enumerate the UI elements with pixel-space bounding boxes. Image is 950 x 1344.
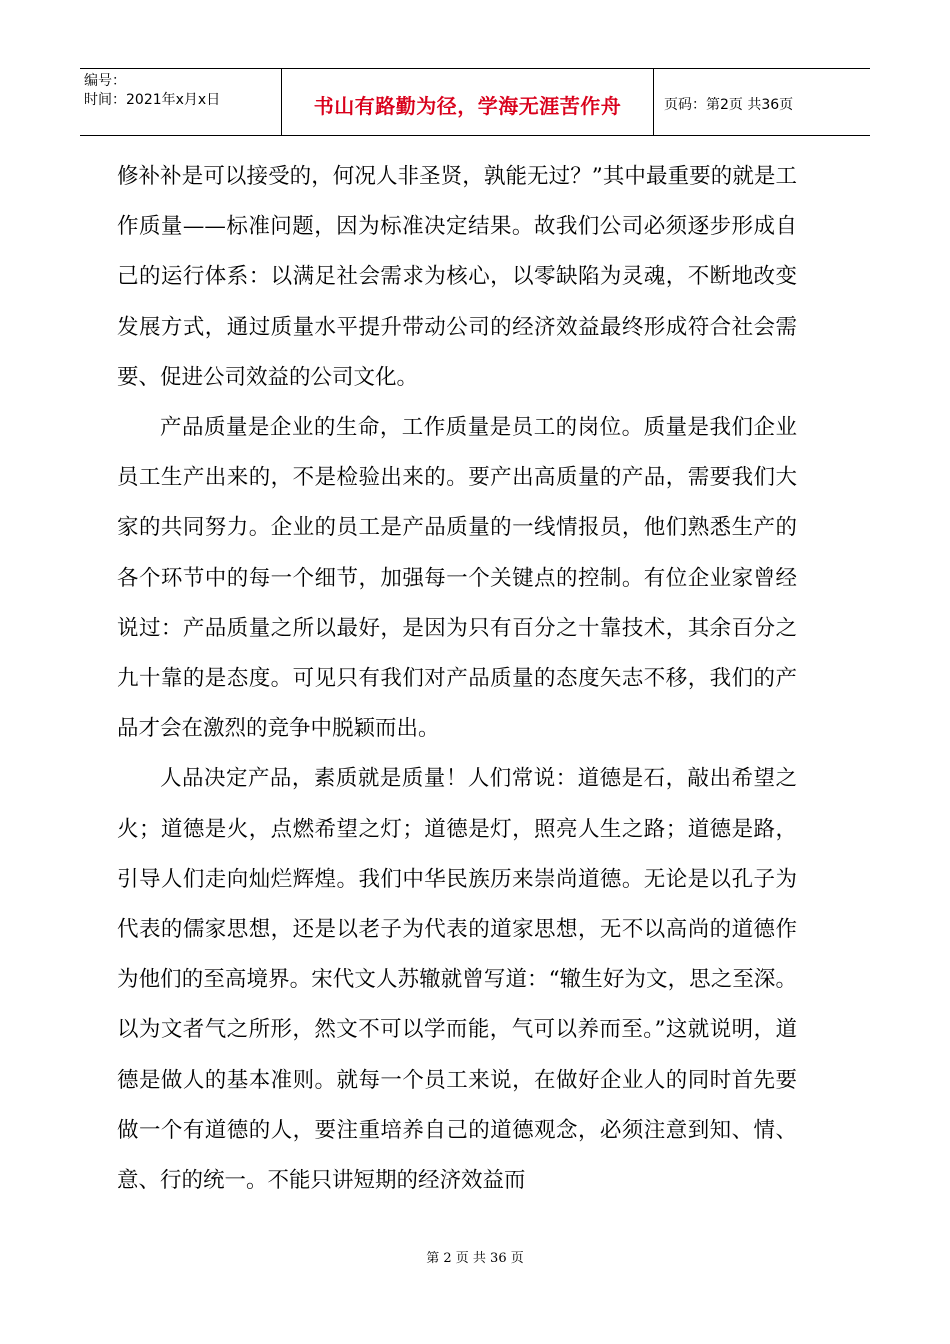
paragraph: 修补补是可以接受的，何况人非圣贤，孰能无过？”其中最重要的就是工作质量——标准问题，因为标准决定结果。故我们公司必须逐步形成自己的运行体系：以满足社会需求为核心，以零缺陷为灵魂，不断地改变发展方式，通过质量水平提升带动公司的经济效益最终形成符合社会需要、促进公司效益的公司文化。 bbox=[117, 164, 797, 390]
motto-text: 书山有路勤为径，学海无涯苦作舟 bbox=[313, 93, 622, 118]
page-info: 页码：第2页 共36页 bbox=[664, 97, 794, 113]
document-body bbox=[117, 152, 797, 1206]
header-meta-cell bbox=[80, 69, 282, 135]
number-label: 编号： bbox=[84, 73, 126, 89]
page-footer: 第 2 页 共 36 页 bbox=[426, 1251, 524, 1266]
time-label: 时间：2021年x月x日 bbox=[84, 92, 221, 108]
paragraph: 产品质量是企业的生命，工作质量是员工的岗位。质量是我们企业员工生产出来的，不是检验出来的。要产出高质量的产品，需要我们大家的共同努力。企业的员工是产品质量的一线情报员，他们熟悉生产的各个环节中的每一个细节，加强每一个关键点的控制。有位企业家曾经说过：产品质量之所以最好，是因为只有百分之十靠技术，其余百分之九十靠的是态度。可见只有我们对产品质量的态度矢志不移，我们的产品才会在激烈的竞争中脱颖而出。 bbox=[117, 415, 797, 742]
paragraph: 人品决定产品，素质就是质量！人们常说：道德是石，敲出希望之火；道德是火，点燃希望之灯；道德是灯，照亮人生之路；道德是路，引导人们走向灿烂辉煌。我们中华民族历来崇尚道德。无论是以孔子为代表的儒家思想，还是以老子为代表的道家思想，无不以高尚的道德作为他们的至高境界。宋代文人苏辙就曾写道：“辙生好为文，思之至深。以为文者气之所形，然文不可以学而能，气可以养而至。”这就说明，道德是做人的基本准则。就每一个员工来说，在做好企业人的同时首先要做一个有道德的人，要注重培养自己的道德观念，必须注意到知、情、意、行的统一。不能只讲短期的经济效益而 bbox=[117, 766, 797, 1194]
header-motto-cell bbox=[282, 69, 654, 135]
header-page-cell bbox=[654, 71, 870, 137]
document-header bbox=[80, 68, 870, 136]
